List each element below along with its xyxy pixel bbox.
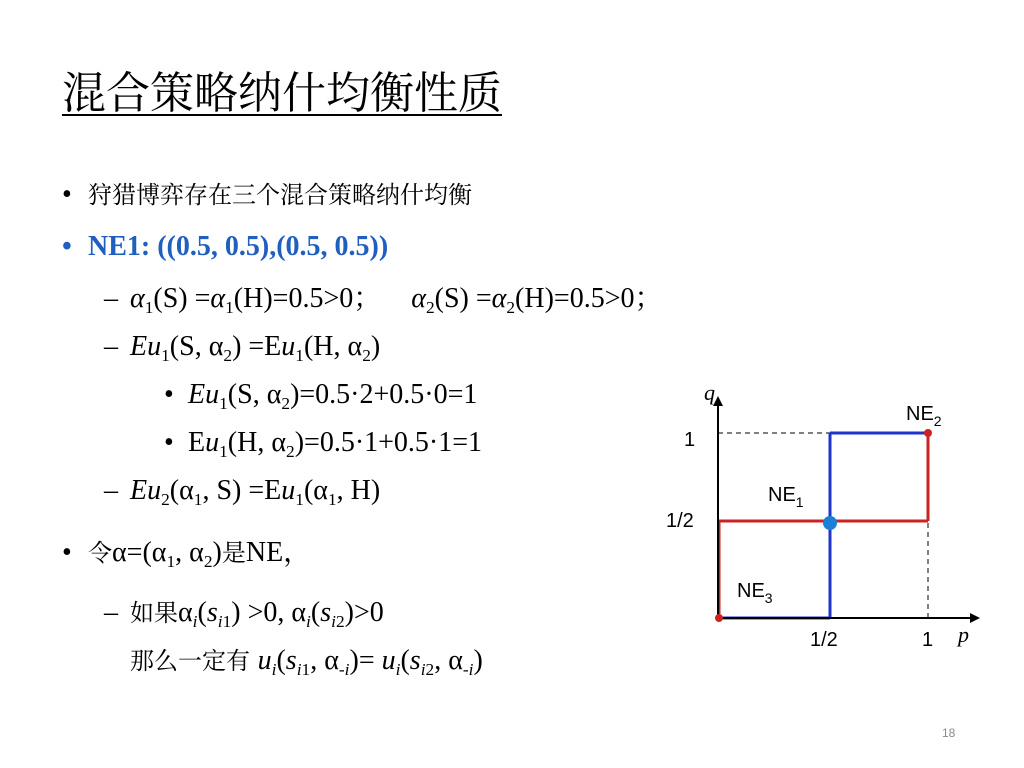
alpha-symbol: α — [411, 283, 426, 314]
subscript: 1 — [327, 490, 337, 510]
subscript: 1 — [295, 346, 304, 366]
text: u — [257, 645, 272, 676]
subscript: i — [420, 660, 426, 680]
dash: – — [104, 331, 118, 362]
subscript: 1 — [301, 660, 311, 680]
text: s — [320, 597, 332, 628]
text: 令 — [88, 539, 112, 567]
subscript: 1 — [295, 490, 304, 510]
text: , α — [434, 645, 463, 676]
subscript: 1 — [219, 442, 228, 462]
text: 是 — [221, 539, 246, 567]
text: (S, α — [169, 331, 224, 362]
x-tick-1: 1 — [922, 629, 934, 651]
dash: – — [104, 597, 118, 628]
text: α — [178, 597, 193, 628]
eu2-line — [104, 474, 380, 508]
subscript: -i — [338, 660, 350, 680]
text: s — [206, 597, 218, 628]
axis-p-label: p — [958, 622, 969, 647]
subscript: 1 — [144, 298, 154, 318]
bullet-dot: • — [164, 427, 174, 458]
text: ) — [212, 537, 222, 568]
alpha-symbol: α — [491, 283, 507, 314]
bullet-hunting-game — [62, 178, 472, 212]
subscript: 2 — [506, 298, 516, 318]
subscript: 1 — [193, 490, 203, 510]
text: , α — [310, 645, 339, 676]
eu1-line — [104, 330, 380, 364]
best-response-graph — [640, 380, 1020, 670]
text: (H, α — [303, 331, 363, 362]
alpha-line — [104, 282, 663, 316]
x-tick-half: 1/2 — [810, 629, 838, 651]
bullet-text: 狩猎博弈存在三个混合策略纳什均衡 — [88, 181, 472, 209]
text: (S) = — [153, 283, 211, 314]
subscript: i — [395, 660, 401, 680]
alpha-symbol: α — [130, 283, 145, 314]
text: , H) — [336, 475, 381, 506]
text: (S) = — [434, 283, 492, 314]
alpha-symbol: α — [210, 283, 226, 314]
text: u — [381, 645, 396, 676]
subscript: 2 — [425, 660, 435, 680]
text: s — [409, 645, 421, 676]
y-tick-half: 1/2 — [666, 510, 694, 532]
subscript: 1 — [219, 394, 228, 414]
text: Eu — [188, 379, 220, 410]
bullet-ne1 — [62, 230, 388, 264]
subscript: i — [296, 660, 302, 680]
text: NE， — [245, 537, 312, 568]
text: )=0.5·1+0.5·1=1 — [294, 427, 483, 458]
text: ( — [310, 597, 321, 628]
subscript: i — [217, 612, 223, 632]
text: )= — [349, 645, 382, 676]
text: s — [285, 645, 297, 676]
text: , S) =E — [202, 475, 282, 506]
subscript: 2 — [425, 298, 435, 318]
text: Eu — [130, 475, 162, 506]
subscript: 1 — [161, 346, 170, 366]
ne3-point — [715, 614, 723, 622]
subscript: 1 — [222, 612, 232, 632]
text: (S, α — [227, 379, 282, 410]
text: (H)=0.5>0； — [515, 283, 663, 314]
text: ( — [197, 597, 207, 628]
text: ) =E — [232, 331, 282, 362]
y-tick-1: 1 — [684, 429, 696, 451]
text: ( — [276, 645, 286, 676]
ne1-text: NE1: ((0.5, 0.5),(0.5, 0.5)) — [88, 231, 389, 262]
subscript: i — [271, 660, 277, 680]
text: Eu — [130, 331, 162, 362]
text: (H, α — [227, 427, 287, 458]
text: )=0.5·2+0.5·0=1 — [290, 379, 478, 410]
text: ( — [400, 645, 410, 676]
eu1-h-line — [164, 426, 482, 460]
text: α=(α — [112, 537, 167, 568]
if-line — [104, 596, 384, 630]
dash: – — [104, 283, 118, 314]
subscript: i — [306, 612, 311, 632]
text: 如果 — [130, 599, 178, 627]
subscript: 2 — [281, 394, 291, 414]
axis-q-label: q — [704, 380, 715, 405]
text: (α — [303, 475, 328, 506]
subscript: 2 — [362, 346, 371, 366]
bullet-dot: • — [62, 231, 72, 262]
dash: – — [104, 475, 118, 506]
then-line — [130, 644, 483, 678]
subscript: -i — [462, 660, 474, 680]
bullet-dot: • — [62, 537, 72, 568]
eu1-s-line — [164, 378, 477, 412]
text: )>0 — [344, 597, 384, 628]
ne1-point — [823, 516, 837, 530]
text: ) — [370, 331, 381, 362]
bullet-dot: • — [62, 179, 72, 210]
text: u — [281, 475, 296, 506]
text: ) — [473, 645, 483, 676]
text: E — [188, 427, 206, 458]
subscript: 2 — [223, 346, 233, 366]
text: 那么一定有 — [130, 647, 258, 675]
text: u — [205, 427, 220, 458]
page-title: 混合策略纳什均衡性质 — [62, 68, 502, 119]
text: ) >0, α — [231, 597, 307, 628]
subscript: 2 — [161, 490, 170, 510]
subscript: 1 — [225, 298, 234, 318]
subscript: 1 — [166, 552, 176, 572]
ne2-point — [924, 429, 932, 437]
text: (H)=0.5>0； — [233, 283, 382, 314]
ne1-label: $NE_1$ — [768, 484, 804, 510]
subscript: 2 — [286, 442, 295, 462]
ne2-label: $NE_2$ — [906, 403, 942, 429]
text: u — [281, 331, 296, 362]
bullet-dot: • — [164, 379, 174, 410]
ne3-label: $NE_3$ — [737, 580, 773, 606]
bullet-let-alpha — [62, 536, 311, 570]
subscript: i — [192, 612, 198, 632]
text: , α — [175, 537, 204, 568]
subscript: i — [331, 612, 336, 632]
subscript: 2 — [203, 552, 213, 572]
subscript: 2 — [335, 612, 345, 632]
page-number: 18 — [942, 726, 956, 740]
text: (α — [169, 475, 194, 506]
